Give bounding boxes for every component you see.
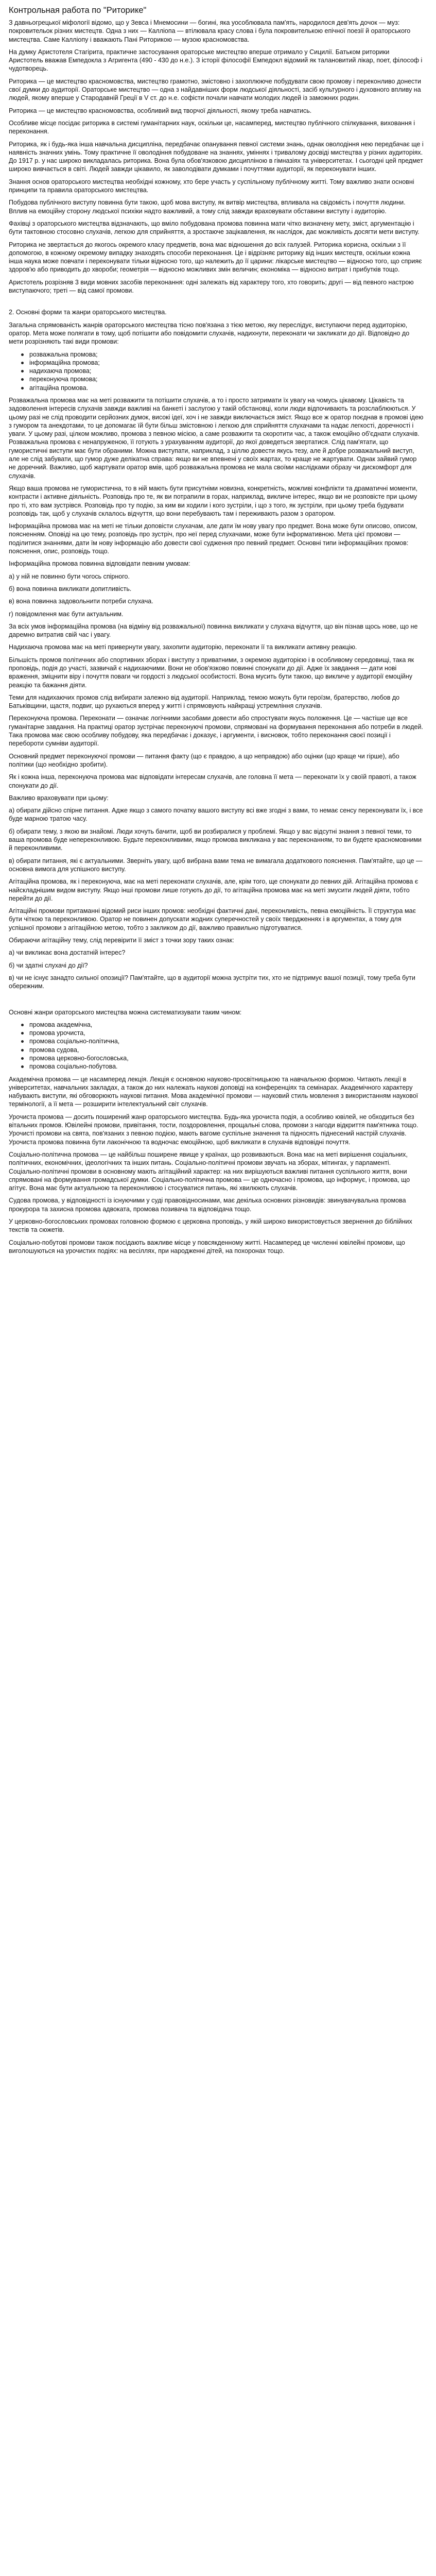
- paragraph: Аристотель розрізняв 3 види мовних засобів переконання: одні залежать від характеру того, хто говорить; другі — від певного настрою виступаючого; треті — від самої промови.: [9, 278, 414, 295]
- list-item: агітаційна промова.: [9, 384, 424, 392]
- list-item: промова академічна,: [9, 1021, 424, 1029]
- enumerated-point: б) вона повинна викликати допитливість.: [9, 585, 132, 592]
- paragraph: Агітаційні промови притаманні відомий риси інших промов: необхідні фактичні дані, переконливість, певна емоційність. Її структура має бути чіткою та переконливою. Оратор не повинен допускати жодних суперечностей у своїх твердженнях і в аргументах, а тому для успішної промови з агітаційною метою, тобто з закликом до дії, важливо правильно підготуватися.: [9, 907, 416, 931]
- list-item: промова церковно-богословська,: [9, 1054, 424, 1062]
- paragraph: Побудова публічного виступу повинна бути такою, щоб мова виступу, як витвір мистецтва, впливала на свідомість і почуття людини. Вплив на емоційну сторону людської психіки надто важливий, а тому слід завжди враховувати обставини виступу і аудиторію.: [9, 199, 406, 215]
- document-body: [9, 19, 424, 1255]
- paragraph: У церковно-богословських промовах головною формою є церковна проповідь, у якій широко використовується звернення до біблійних текстів та сюжетів.: [9, 1218, 412, 1234]
- paragraph: Надихаюча промова має на меті привернути увагу, захопити аудиторію, переконати її та викликати активну реакцію.: [9, 643, 357, 651]
- list-item: промова соціально-політична,: [9, 1037, 424, 1045]
- paragraph: Основні жанри ораторського мистецтва можна систематизувати таким чином:: [9, 1008, 242, 1016]
- paragraph: Загальна спрямованість жанрів ораторського мистецтва тісно пов'язана з тією метою, яку переслідує, виступаючи перед аудиторією, оратор. Мета може полягати в тому, щоб потішити або повідомити слухачів, надихнути, переконати чи закликати до дії. Відповідно до мети розрізняють такі види промови:: [9, 321, 410, 346]
- enumerated-point: в) чи не існує занадто сильної опозиції? Пам'ятайте, що в аудиторії можна зустріти тих, хто не підтримує вашої позиції, тому треба бути обережним.: [9, 974, 415, 990]
- document-page: [0, 0, 436, 1269]
- bullet-list: [9, 1021, 424, 1071]
- section-spacer: [9, 995, 424, 1008]
- paragraph: Академічна промова — це насамперед лекція. Лекція є основною науково-просвітницькою та навчальною формою. Читають лекції в університетах, навчальних закладах, а також до них належать наукові доповіді на конференціях та семінарах. Академічного характеру набувають виступи, які обговорюють наукові питання. Мова академічної промови — науковий стиль мовлення з використанням наукової термінології, а її мета — розширити інтелектуальний світ слухачів.: [9, 1075, 418, 1108]
- paragraph: 2. Основні форми та жанри ораторського мистецтва.: [9, 309, 167, 316]
- paragraph: Інформаційна промова має на меті не тільки доповісти слухачам, але дати їм нову увагу про предмет. Вона може бути описово, описом, поясненням. Оповіді на цю тему, розповідь про зустріч, про неї перед слухачами, може бути інформативною. Мета цієї промови — поділитися знаннями, дати їм нову інформацію або довести свої судження про певний предмет. Основні типи інформаційних промов: пояснення, опис, розповідь тощо.: [9, 522, 417, 555]
- paragraph: На думку Аристотеля Стагірита, практичне застосування ораторське мистецтво вперше отримало у Сицилії. Батьком риторики Аристотель вважав Емпедокла з Агригента (490 - 430 до н.е.). З історії філософії Емпедокл відомий як талановитий лікар, поет, філософ і чудотворець.: [9, 48, 423, 73]
- paragraph: Більшість промов політичних або спортивних зборах і виступу з приватними, з окремою аудиторією і в особливому середовищі, така як проповідь, подія до участі, зазвичай є надихаючими. Вони не обов'язково повинні спонукати до дії. Адже їх завдання — дати нові враження, зміцнити віру і почуття поваги чи гордості з людської особистості. Вона мусить бути такою, що викличе у аудиторії емоційну реакцію та бажання діяти.: [9, 656, 414, 689]
- paragraph: Особливе місце посідає риторика в системі гуманітарних наук, оскільки це, насамперед, мистецтво публічного спілкування, виховання і переконання.: [9, 119, 415, 135]
- paragraph: Як і кожна інша, переконуюча промова має відповідати інтересам слухачів, але головна її мета — переконати їх у своїй правоті, а також спонукати до дії.: [9, 773, 416, 789]
- paragraph: Обираючи агітаційну тему, слід перевірити її зміст з точки зору таких ознак:: [9, 937, 234, 944]
- list-item: надихаюча промова;: [9, 367, 424, 375]
- enumerated-point: в) обирати питання, які є актуальними. Зверніть увагу, щоб вибрана вами тема не вимагала додаткового пояснення. Пам'ятайте, що це — основна вимога для успішного виступу.: [9, 857, 423, 873]
- enumerated-point: г) повідомлення має бути актуальним.: [9, 610, 124, 618]
- paragraph: Риторика — це мистецтво красномовства, особливий вид творчої діяльності, якому треба навчатись.: [9, 107, 312, 114]
- enumerated-point: а) чи викликає вона достатній інтерес?: [9, 949, 126, 957]
- paragraph: Важливо враховувати при цьому:: [9, 794, 109, 802]
- paragraph: З давньогрецької міфології відомо, що у Зевса і Мнемосини — богині, яка уособлювала пам'ять, народилося дев'ять дочок — муз: покровительок різних мистецтв. Одна з них — Калліопа — втілювала красу слова і була покровителькою епічної поезії й ораторського мистецтва. Саме Калліопу і вважають Пані Риторикою — музою красномовства.: [9, 19, 411, 43]
- paragraph: Якщо ваша промова не гумористична, то в ній мають бути присутніми новизна, конкретність, можливі конфлікти та драматичні моменти, контрасти і активне діяльність. Розповідь про те, як ви потрапили в горах, наприклад, викличе інтерес, якщо ви не розповісте при цьому про ті, хто вам зустрівся. Розповідь про ту подію, за ким ви ходили і кого зустріли, і що з того, як зустріли, при цьому треба будувати розповідь так, щоб у слухачів склалось відчуття, що вони перебувають там і переживають разом з оратором.: [9, 484, 418, 517]
- paragraph: Риторика не звертається до якогось окремого класу предметів, вона має відношення до всіх галузей. Риторика корисна, оскільки з її допомогою, в кожному окремому випадку знаходять способи переконання. Це і відрізняє риторику від інших мистецтв, оскільки кожна інша наука може повчати і переконувати тільки відносно того, що належить до її царини: лікарське мистецтво — відносно того, що сприяє здоров'ю або приводить до хвороби; геометрія — відносно можливих змін величин; економіка — відносно витрат і прибутків тощо.: [9, 241, 422, 274]
- paragraph: Судова промова, у відповідності із існуючими у суді правовідносинами, має декілька основних різновидів: звинувачувальна промова прокурора та захисна промова адвоката, промова позивача та відповідача тощо.: [9, 1197, 406, 1213]
- section-spacer: [9, 299, 424, 308]
- paragraph: Інформаційна промова повинна відповідати певним умовам:: [9, 560, 190, 568]
- document-title: Контрольная работа по "Риторике": [9, 6, 147, 15]
- list-item: промова судова,: [9, 1046, 424, 1054]
- list-item: промова урочиста,: [9, 1029, 424, 1037]
- list-item: розважальна промова;: [9, 350, 424, 359]
- paragraph: Агітаційна промова, як і переконуюча, має на меті переконати слухачів, але, крім того, ще спонукати до певних дій. Агітаційна промова є найскладнішим видом виступу. Якщо інші промови лише готують до дії, то агітаційна промова має на меті змусити людей діяти, тобто перейти до дії.: [9, 878, 418, 902]
- enumerated-point: б) чи здатні слухачі до дії?: [9, 961, 88, 969]
- paragraph: Риторика, як і будь-яка інша навчальна дисципліна, передбачає опанування певної системи знань, однак оволодіння нею передбачає ще і наявність значних умінь. Тому практичне її оволодіння побудоване на знаннях, уміннях і тривалому досвіді мистецтва у різних аудиторіях. До 1917 р. у нас широко викладалась риторика. Вона була обов'язковою дисципліною в гімназіях та університетах. І сьогодні цей предмет широко вивчається в світі. Людей завжди цікавило, як заволодівати думками і почуттями аудиторії, як переконувати інших.: [9, 140, 424, 173]
- enumerated-point: а) у ній не повинно бути чогось спірного.: [9, 572, 130, 580]
- list-item: переконуюча промова;: [9, 375, 424, 383]
- paragraph: Основний предмет переконуючої промови — питання факту (що є правдою, а що неправдою) або оцінки (що краще чи гірше), або політики (що необхідно зробити).: [9, 752, 399, 768]
- list-item: промова соціально-побутова.: [9, 1062, 424, 1071]
- bullet-list: [9, 350, 424, 392]
- paragraph: За всіх умов інформаційна промова (на відміну від розважальної) повинна викликати у слухача відчуття, що він пізнав щось нове, що не даремно витратив свій час і увагу.: [9, 622, 418, 639]
- paragraph: Розважальна промова має на меті розважити та потішити слухачів, а то і просто затримати їх увагу на чомусь цікавому. Цікавість та задоволення інтересів слухачів завжди важливі на банкеті і заслугою у такій обстановці, коли люди відпочивають та розслаблюються. У цьому разі не слід проводити серйозних думок, високі ідеї, хоч і не завжди виключається зміст. Якщо все ж оратор поєднав в промові ідею з гумором та анекдотами, то це допомагає їй бути більш змістовною і легкою для сприйняття слухачами та надає легкості, доречності і уваги. У цьому разі, цілком можливо, промова з певною місією, а саме розважити та скоротити час, а також емоційно об'єднати слухачів. Розважальна промова є ненапруженою, її готують з урахуванням аудиторії, до якої доведеться звертатися. Слід пам'ятати, що гумористичні виступи має бути обраними. Можна виступати, наприклад, з ціллю довести якусь тезу, але й добре розважальний виступ, але не слід забувати, що гумор дуже делікатна справа: якщо ви не впевнені у своїх жартах, то краще не жартувати. Однак зайвий гумор не доречний. Важливо, щоб жартувати оратор вмів, щоб розважальна промова не мала своїми наслідками образу чи дискомфорт для слухачів.: [9, 396, 424, 480]
- paragraph: Риторика — це мистецтво красномовства, мистецтво грамотно, змістовно і захоплююче побудувати свою промову і переконливо донести свої думки до аудиторії. Ораторське мистецтво — одна з найдавніших форм людської діяльності, засіб культурного і духовного впливу на людей, якому вперше у Стародавній Греції в V ст. до н.е. софісти почали навчати молодих людей із заможних родин.: [9, 77, 422, 102]
- paragraph: Знання основ ораторського мистецтва необхідні кожному, хто бере участь у суспільному публічному житті. Тому важливо знати основні принципи та правила ораторського мистецтва.: [9, 178, 414, 194]
- paragraph: Соціально-політична промова — це найбільш поширене явище у країнах, що розвиваються. Вона має на меті вирішення соціальних, політичних, економічних, ідеологічних та інших питань. Соціально-політичні промови звучать на зборах, мітингах, у парламенті. Соціально-політичні промови в основному мають агітаційний характер: на них вирішуються важливі питання суспільного життя, вони спрямовані на формування громадської думки. Соціально-політична промова — це одночасно і промова, що інформує, і промова, що агітує. Вона має бути актуальною та переконливою і стосуватися питань, які хвилюють слухачів.: [9, 1150, 410, 1192]
- paragraph: Соціально-побутові промови також посідають важливе місце у повсякденному житті. Насамперед це численні ювілейні промови, що виголошуються на урочистих подіях: на весіллях, при народженні дітей, на похоронах тощо.: [9, 1239, 405, 1255]
- enumerated-point: а) обирати дійсно спірне питання. Адже якщо з самого початку вашого виступу всі вже згодні з вами, то немає сенсу переконувати їх, і все буде марною тратою часу.: [9, 807, 423, 823]
- paragraph: Фахівці з ораторського мистецтва відзначають, що вміло побудована промова повинна мати чітко визначену мету, зміст, аргументацію і бути тактовною стосовно слухачів, легкою для сприйняття, а зростаюче зацікавлення, як наслідок, дає можливість досягти мети виступу.: [9, 219, 420, 236]
- enumerated-point: в) вона повинна задовольнити потреби слухача.: [9, 598, 153, 605]
- enumerated-point: б) обирати тему, з якою ви знайомі. Люди хочуть бачити, щоб ви розбиралися у проблемі. Якщо у вас відсутні знання з певної теми, то ваша промова буде непереконливою. Будьте переконливими, якщо промова викликана у вас переконанням, то ви будете красномовними й переконливими.: [9, 827, 422, 852]
- paragraph: Теми для надихаючих промов слід вибирати залежно від аудиторії. Наприклад, темою можуть бути героїзм, братерство, любов до Батьківщини, щастя, подвиг, що рухаються вперед у житті і спрямовують найкращі устремління слухачів.: [9, 693, 400, 710]
- paragraph: Урочиста промова — досить поширений жанр ораторського мистецтва. Будь-яка урочиста подія, а особливо ювілей, не обходиться без вітальних промов. Ювілейні промови, привітання, тости, поздоровлення, прощальні слова, промови з нагоди відкриття пам'ятника тощо. Урочисті промови на свята, пов'язаних з певною подією, мають вагоме суспільне значення та підносять піднесений настрій слухачів. Урочиста промова повинна бути лаконічною та водночас емоційною, щоб викликати в слухачів відповідні почуття.: [9, 1113, 418, 1146]
- paragraph: Переконуюча промова. Переконати — означає логічними засобами довести або спростувати якусь положення. Це — частіше ще все гуманітарне завдання. На практиці оратор зустрічає переконуючі промови, спрямовані на формування переконання або потреби в людей. Така промова має свою особливу побудову, яка передбачає і доказує, і аргументи, і висновок, тобто переконання своєї позиції і перебороти сумніви аудиторії.: [9, 715, 423, 748]
- list-item: інформаційна промова;: [9, 359, 424, 367]
